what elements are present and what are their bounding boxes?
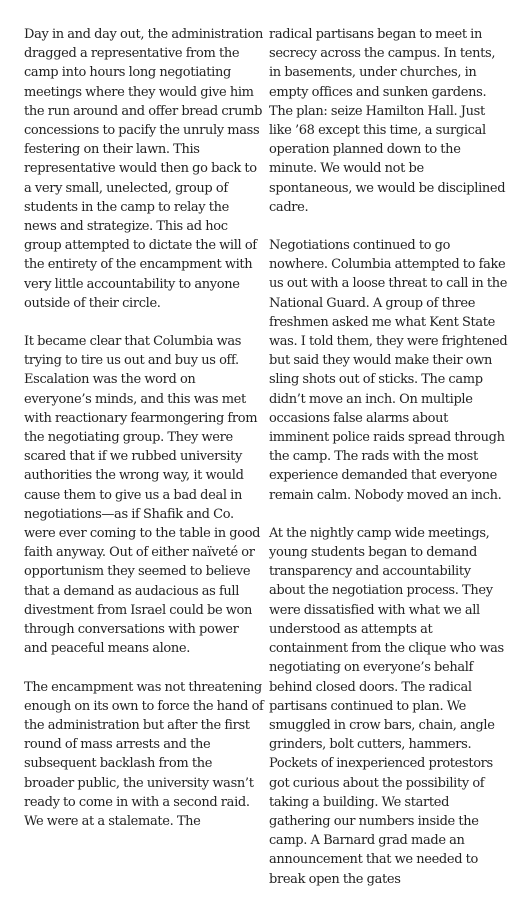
paragraph: It became clear that Columbia was trying to tire us out and buy us off. Escalation was the word on everyone’s minds, and this was met with reactionary fearmongering from the negotiating group. They were scared that if we rubbed university authorities the wrong way, it would cause them to give us a bad deal in negotiations—as if Shafik and Co. were ever coming to the table in good faith anyway. Out of either naïveté or opportunism they seemed to believe that a demand as audacious as full divestment from Israel could be won through conversations with power and peaceful means alone. <box>24 334 261 657</box>
paragraph: radical partisans began to meet in secrecy across the campus. In tents, in basements, under churches, in empty offices and sunken gardens. The plan: seize Hamilton Hall. Just like ’68 except this time, a surgical operation planned down to the minute. We would not be spontaneous, we would be disciplined cadre. <box>269 27 506 215</box>
paragraph: At the nightly camp wide meetings, young students began to demand transparency and accountability about the negotiation process. They were dissatisfied with what we all understood as attempts at containment from the clique who was negotiating on everyone’s behalf behind closed doors. The radical partisans continued to plan. We smuggled in crow bars, chain, angle grinders, bolt cutters, hammers. Pockets of inexperienced protestors got curious about the possibility of taking a building. We started gathering our numbers inside the camp. A Barnard grad made an announcement that we needed to break open the gates <box>269 525 504 887</box>
right-column <box>269 25 509 908</box>
paragraph: Negotiations continued to go nowhere. Columbia attempted to fake us out with a loose threat to call in the National Guard. A group of three freshmen asked me what Kent State was. I told them, they were frightened but said they would make their own sling shots out of sticks. The camp didn’t move an inch. On multiple occasions false alarms about imminent police raids spread through the camp. The rads with the most experience demanded that everyone remain calm. Nobody moved an inch. <box>269 238 508 503</box>
left-column <box>24 25 264 850</box>
paragraph: The encampment was not threatening enough on its own to force the hand of the administration but after the first round of mass arrests and the subsequent backlash from the broader public, the university wasn’t ready to come in with a second raid. We were at a stalemate. The <box>24 679 264 829</box>
paragraph: Day in and day out, the administration dragged a representative from the camp into hours long negotiating meetings where they would give him the run around and offer bread crumb concessions to pacify the unruly mass festering on their lawn. This representative would then go back to a very small, unelected, group of students in the camp to relay the news and strategize. This ad hoc group attempted to dictate the will of the entirety of the encampment with very little accountability to anyone outside of their circle. <box>24 27 263 311</box>
